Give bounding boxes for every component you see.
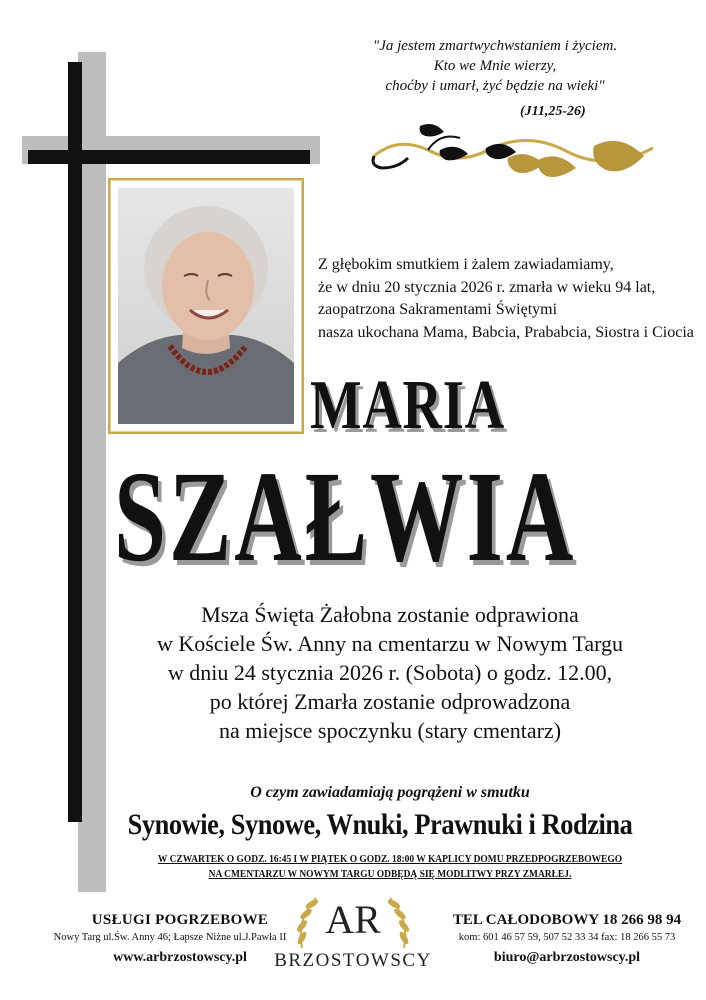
bible-quote: [345, 36, 645, 96]
quote-reference: (J11,25-26): [520, 104, 586, 119]
mourners-intro: O czym zawiadamiają pogrążeni w smutku: [250, 784, 530, 801]
prayer-notice: [149, 852, 631, 882]
prayer-line-2: NA CMENTARZU W NOWYM TARGU ODBĘDĄ SIĘ MODLITWY PRZY ZMARŁEJ.: [208, 868, 572, 880]
website-link[interactable]: www.arbrzostowscy.pl: [113, 950, 247, 965]
mourners-names: Synowie, Synowe, Wnuki, Prawnuki i Rodzina: [127, 808, 633, 841]
mass-line-2: w Kościele Św. Anny na cmentarzu w Nowym Targu: [156, 631, 624, 656]
phone-numbers: kom: 601 46 57 59, 507 52 33 34 fax: 18 266 55 73: [458, 932, 676, 943]
mass-line-3: w dniu 24 stycznia 2026 r. (Sobota) o godz. 12.00,: [167, 660, 613, 685]
mass-line-4: po której Zmarła zostanie odprowadzona: [209, 689, 571, 714]
mass-line-5: na miejsce spoczynku (stary cmentarz): [218, 718, 562, 743]
company-logo: [272, 890, 434, 980]
email-link[interactable]: biuro@arbrzostowscy.pl: [493, 950, 641, 965]
funeral-services-address: Nowy Targ ul.Św. Anny 46; Łapsze Niżne ul.J.Pawła II: [53, 932, 287, 943]
cross-vertical-beam: [68, 62, 82, 822]
portrait-photo-frame: [108, 178, 304, 434]
announcement-line-3: zaopatrzona Sakramentami Świętymi: [318, 301, 558, 318]
quote-line-1: "Ja jestem zmartwychwstaniem i życiem.: [372, 38, 618, 54]
announcement-line-1: Z głębokim smutkiem i żalem zawiadamiamy,: [318, 256, 614, 273]
logo-name: BRZOSTOWSCY: [274, 950, 432, 971]
mass-line-1: Msza Święta Żałobna zostanie odprawiona: [201, 602, 579, 627]
deceased-last-name: SZAŁWIA: [114, 445, 577, 589]
portrait-photo: [118, 188, 294, 424]
phone-title: TEL CAŁODOBOWY 18 266 98 94: [452, 912, 682, 928]
deceased-first-name: MARIA: [310, 367, 505, 444]
announcement-line-2: że w dniu 20 stycznia 2026 r. zmarła w wieku 94 lat,: [318, 278, 656, 296]
quote-line-3: choćby i umarł, żyć będzie na wieki": [385, 78, 605, 94]
prayer-line-1: W CZWARTEK O GODZ. 16:45 I W PIĄTEK O GODZ. 18:00 W KAPLICY DOMU PRZEDPOGRZEBOWEGO: [157, 853, 623, 865]
death-announcement: [318, 254, 698, 344]
logo-mark: AR: [325, 897, 381, 942]
announcement-line-4: nasza ukochana Mama, Babcia, Prababcia, Siostra i Ciocia: [318, 323, 694, 341]
quote-line-2: Kto we Mnie wierzy,: [433, 58, 557, 74]
cross-horizontal-beam: [28, 150, 310, 164]
funeral-services-title: USŁUGI POGRZEBOWE: [91, 912, 269, 928]
vine-ornament-icon: [368, 120, 658, 192]
cross-shadow-vertical: [78, 52, 106, 892]
funeral-mass-info: [110, 600, 670, 745]
